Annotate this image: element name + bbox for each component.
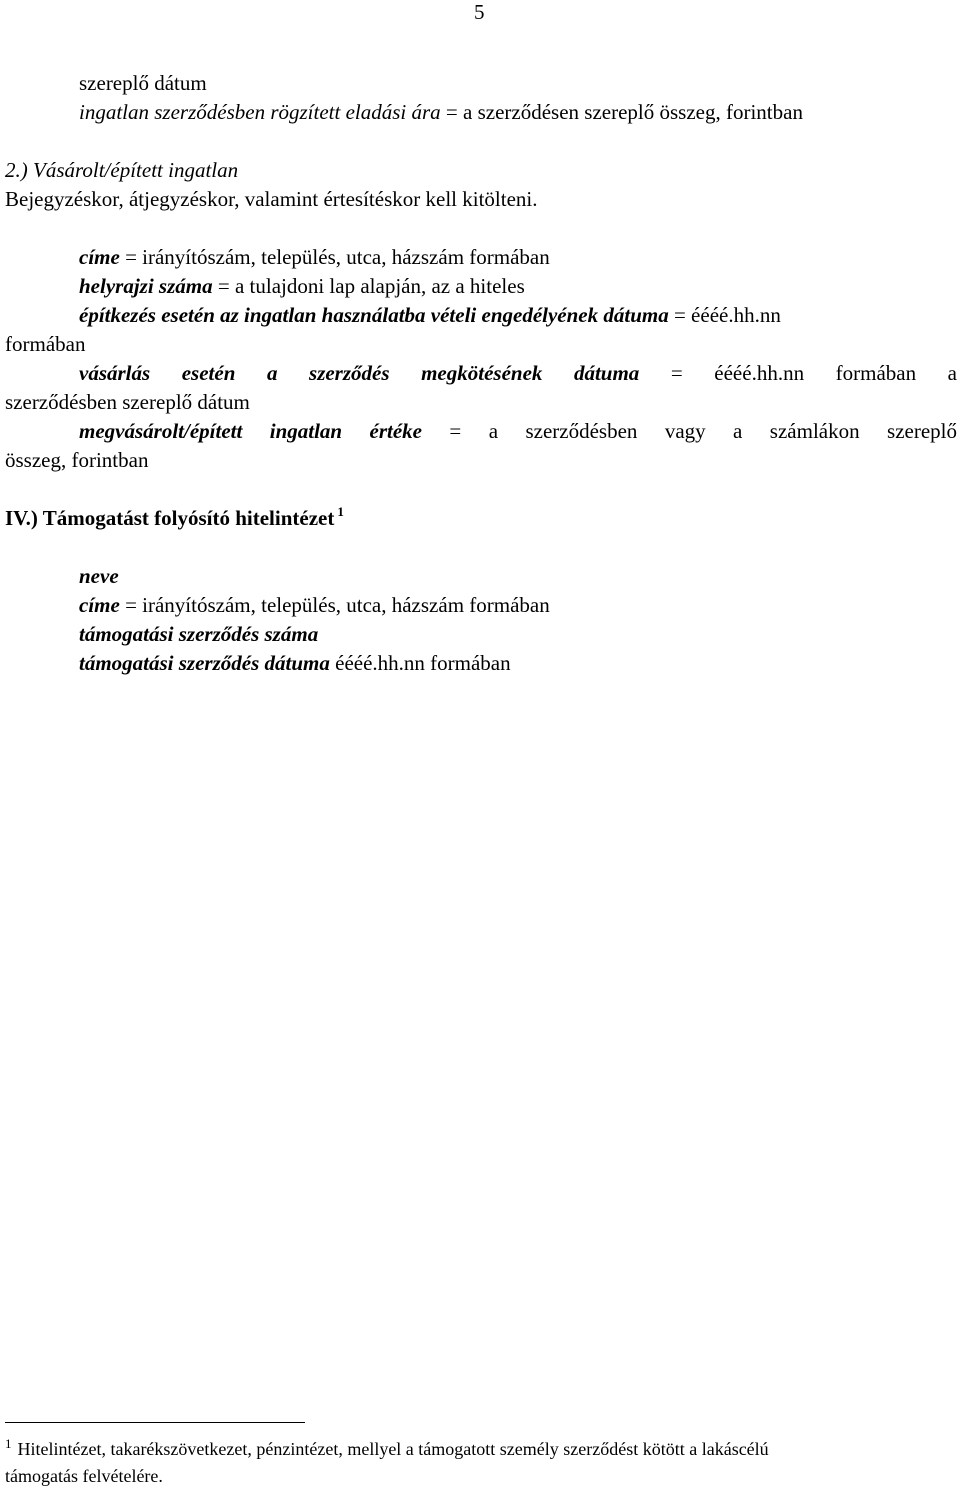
price-value: = a szerződésen szereplő összeg, forintban [440, 100, 803, 124]
page-number: 5 [474, 0, 485, 24]
footnote-line2: támogatás felvételére. [5, 1466, 163, 1486]
address-label: címe [79, 245, 120, 269]
footnote-divider [5, 1422, 305, 1423]
construction-label: építkezés esetén az ingatlan használatba vételi engedélyének dátuma [79, 303, 669, 327]
address-value: = irányítószám, település, utca, házszám formában [119, 245, 550, 269]
footnote-text: Hitelintézet, takarékszövetkezet, pénzintézet, mellyel a támogatott személy szerződést kötött a lakáscélú [17, 1439, 769, 1459]
footnote-line1 [5, 1436, 769, 1459]
purchase-cont: szerződésben szereplő dátum [5, 390, 250, 414]
construction-cont: formában [5, 332, 86, 356]
section4-heading-text: IV.) Támogatást folyósító hitelintézet [5, 506, 335, 530]
lot-value: = a tulajdoni lap alapján, az a hiteles [212, 274, 525, 298]
section2-intro: Bejegyzéskor, átjegyzéskor, valamint értesítéskor kell kitölteni. [5, 187, 538, 211]
purchase-label: vásárlás esetén a szerződés megkötésének dátuma [79, 361, 640, 385]
contract-date-label: támogatási szerződés dátuma [79, 651, 330, 675]
continuation-line: szereplő dátum [79, 71, 207, 95]
value-value: = a szerződésben vagy a számlákon szereplő [422, 419, 958, 443]
value-cont: összeg, forintban [5, 448, 149, 472]
creditor-name-label: neve [79, 564, 119, 588]
contract-number-label: támogatási szerződés száma [79, 622, 319, 646]
price-row [79, 102, 803, 123]
construction-value: = éééé.hh.nn [668, 303, 781, 327]
lot-label: helyrajzi száma [79, 274, 213, 298]
construction-row [79, 305, 781, 326]
footnote-number: 1 [5, 1436, 12, 1451]
section4-heading [5, 504, 344, 530]
footnote-ref: 1 [337, 504, 344, 519]
contract-date-row [79, 653, 511, 674]
contract-date-value: éééé.hh.nn formában [329, 651, 511, 675]
creditor-address-value: = irányítószám, település, utca, házszám formában [119, 593, 550, 617]
value-row [79, 421, 957, 442]
purchase-value: = éééé.hh.nn formában a [639, 361, 957, 385]
section2-heading: 2.) Vásárolt/épített ingatlan [5, 158, 239, 182]
creditor-address-row [79, 595, 550, 616]
creditor-address-label: címe [79, 593, 120, 617]
address-row [79, 247, 550, 268]
lot-row [79, 276, 525, 297]
price-label: ingatlan szerződésben rögzített eladási ára [79, 100, 441, 124]
value-label: megvásárolt/épített ingatlan értéke [79, 419, 422, 443]
purchase-row [79, 363, 957, 384]
